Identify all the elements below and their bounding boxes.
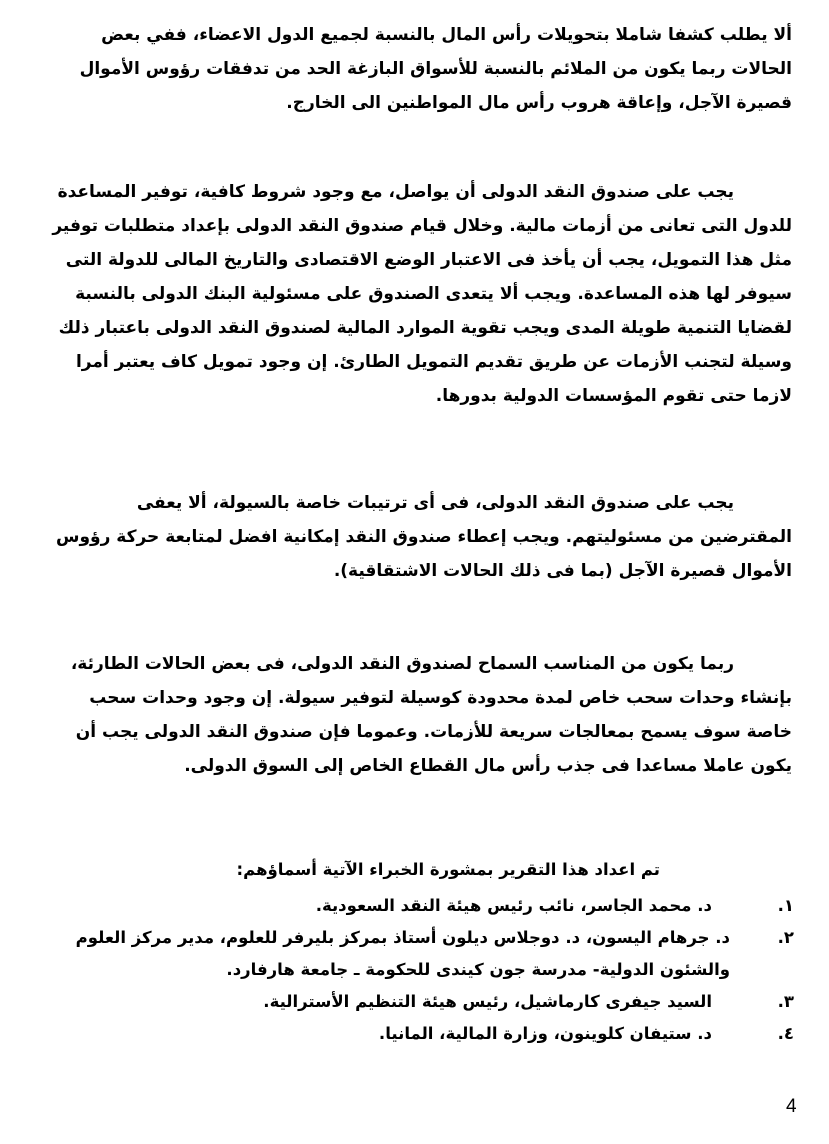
- paragraph-line: الأموال قصيرة الآجل (بما فى ذلك الحالات الاشتقاقية).: [333, 561, 792, 581]
- list-item: [34, 986, 794, 1018]
- list-item: [34, 1018, 794, 1050]
- paragraph-line: المقترضين من مسئوليتهم. ويجب إعطاء صندوق النقد إمكانية افضل لمتابعة حركة رؤوس: [55, 527, 792, 547]
- paragraph-line: خاصة سوف يسمح بمعالجات سريعة للأزمات. وعموما فإن صندوق النقد الدولى يجب أن: [75, 722, 792, 742]
- paragraph-line: بإنشاء وحدات سحب خاص لمدة محدودة كوسيلة لتوفير سيولة. إن وجود وحدات سحب: [89, 688, 792, 708]
- list-item: [34, 922, 794, 986]
- paragraph-line: للدول التى تعانى من أزمات مالية. وخلال قيام صندوق النقد الدولى بإعداد متطلبات توفير: [52, 216, 792, 236]
- paragraph-line: لازما حتى تقوم المؤسسات الدولية بدورها.: [435, 386, 792, 406]
- list-item: [34, 890, 794, 922]
- paragraph-line: يجب على صندوق النقد الدولى أن يواصل، مع وجود شروط كافية، توفير المساعدة: [57, 182, 734, 202]
- paragraph-line: لقضايا التنمية طويلة المدى ويجب تقوية الموارد المالية لصندوق النقد الدولى باعتبار ذلك: [58, 318, 792, 338]
- paragraph-line: سيوفر لها هذه المساعدة. ويجب ألا يتعدى الصندوق على مسئولية البنك الدولى بالنسبة: [75, 284, 792, 304]
- list-number: ٣.: [777, 992, 794, 1011]
- paragraph-special-drawing: [34, 647, 792, 783]
- page-number: 4: [786, 1096, 797, 1117]
- list-number: ١.: [777, 896, 794, 915]
- experts-intro: تم اعداد هذا التقرير بمشورة الخبراء الآتية أسماؤهم:: [236, 860, 660, 879]
- paragraph-line: قصيرة الآجل، وإعاقة هروب رأس مال المواطنين الى الخارج.: [286, 93, 792, 113]
- paragraph-line: يجب على صندوق النقد الدولى، فى أى ترتيبات خاصة بالسيولة، ألا يعفى: [136, 493, 734, 513]
- paragraph-imf-assistance: [34, 175, 792, 413]
- paragraph-line: يكون عاملا مساعدا فى جذب رأس مال القطاع الخاص إلى السوق الدولى.: [184, 756, 792, 776]
- list-item-text: د. محمد الجاسر، نائب رئيس هيئة النقد السعودية.: [315, 896, 712, 915]
- list-item-text: د. جرهام اليسون، د. دوجلاس ديلون أستاذ بمركز بليرفر للعلوم، مدير مركز العلوم: [75, 928, 730, 947]
- list-number: ٤.: [777, 1024, 794, 1043]
- paragraph-line: الحالات ربما يكون من الملائم بالنسبة للأسواق البازغة الحد من تدفقات رؤوس الأموال: [79, 59, 792, 79]
- list-item-text: والشئون الدولية- مدرسة جون كيندى للحكومة ـ جامعة هارفارد.: [226, 960, 730, 979]
- list-item-text: السيد جيفرى كارماشيل، رئيس هيئة التنظيم الأسترالية.: [263, 992, 712, 1011]
- experts-list: [34, 890, 794, 1050]
- paragraph-line: وسيلة لتجنب الأزمات عن طريق تقديم التمويل الطارئ. إن وجود تمويل كاف يعتبر أمرا: [75, 352, 792, 372]
- paragraph-liquidity-arrangements: [34, 486, 792, 588]
- list-item-text: د. ستيفان كلوينون، وزارة المالية، المانيا.: [378, 1024, 712, 1043]
- paragraph-line: ألا يطلب كشفا شاملا بتحويلات رأس المال بالنسبة لجميع الدول الاعضاء، ففي بعض: [101, 25, 792, 45]
- list-number: ٢.: [777, 928, 794, 947]
- paragraph-line: مثل هذا التمويل، يجب أن يأخذ فى الاعتبار الوضع الاقتصادى والتاريخ المالى للدولة التى: [65, 250, 792, 270]
- paragraph-line: ربما يكون من المناسب السماح لصندوق النقد الدولى، فى بعض الحالات الطارئة،: [70, 654, 734, 674]
- paragraph-capital-transfers: [34, 18, 792, 120]
